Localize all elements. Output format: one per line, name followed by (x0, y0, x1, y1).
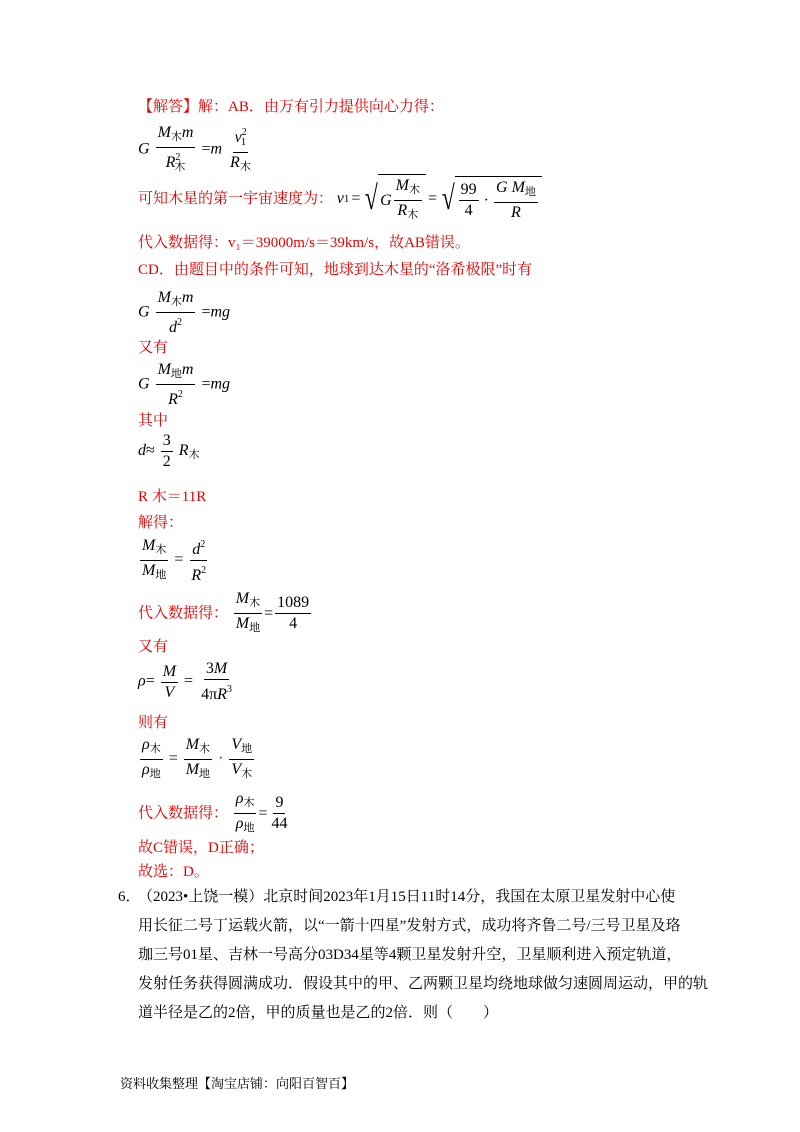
solution-header (138, 97, 444, 117)
first-cosmic-velocity-line: 可知木星的第一宇宙速度为： v 1 = √ G $\frac{M_木}{R_木}$ = √ $\frac{99}{4}$ · $\frac{G M_地}{R}$ (138, 174, 542, 224)
v1-result-text: 代入数据得：v₁＝39000m/s＝39km/s，故AB错误。 (138, 235, 470, 251)
intro-text: 解：AB．由万有引力提供向心力得： (198, 99, 444, 115)
question-line-3: 珈三号01星、吉林一号高分03D34星等4颗卫星发射升空，卫星顺利进入预定轨道， (138, 947, 682, 963)
answer-label: 【解答】 (138, 99, 199, 115)
formula-density-ratio: $\frac{\rho_木}{\rho_地}$ = $\frac{M_木}{M_地}$ · $\frac{V_地}{V_木}$ (142, 736, 253, 780)
question-6 (118, 883, 709, 1028)
then-text: 则有 (138, 715, 169, 731)
formula-roche-limit: G $\frac{M_木m}{d^2}$ =mg (138, 289, 231, 336)
question-line-1: 6．（2023•上饶一模）北京时间2023年1月15日11时14分，我国在太原卫星发射中心使 (118, 883, 678, 912)
final-choice-text: 故选：D。 (138, 864, 209, 880)
among-text: 其中 (138, 413, 169, 429)
density-ratio-value-line: 代入数据得： $\frac{\rho_木}{\rho_地}$ = $\frac{9}{44}$ (138, 790, 291, 837)
formula-distance: d≈ $\frac{3}{2}$ $R_木$ (138, 432, 200, 470)
cd-condition-text: CD．由题目中的条件可知，地球到达木星的“洛希极限”时有 (138, 262, 533, 278)
question-number: 6． (118, 889, 141, 905)
footer-source: 资料收集整理【淘宝店铺：向阳百智百】 (120, 1076, 355, 1091)
formula-density: ρ= $\frac{M}{V}$ = $\frac{3M}{4\pi R^3}$ (138, 660, 232, 703)
formula-mass-ratio-value: $\frac{M_木}{M_地}$ = $\frac{1089}{4}$ (235, 590, 310, 634)
formula-first-cosmic-velocity: v 1 = √ G $\frac{M_木}{R_木}$ = √ $\frac{99}{4}$ · $\frac{G M_地}{R}$ (337, 174, 542, 224)
formula-earth-gravity: G $\frac{M_地m}{R^2}$ =mg (138, 361, 231, 408)
also-have-text-2: 又有 (138, 639, 169, 655)
formula-density-ratio-value: $\frac{\rho_木}{\rho_地}$ = $\frac{9}{44}$ (235, 790, 288, 834)
question-line-5: 道半径是乙的2倍，甲的质量也是乙的2倍．则（ ） (138, 1005, 499, 1021)
jupiter-radius-text: R 木＝11R (138, 489, 207, 505)
formula-gravity-centripetal: G $\frac{M_木m}{R^2_木}$ =m $\frac{v^2_1}{R_木}$ (138, 124, 251, 173)
conclusion-cd-text: 故C错误，D正确； (138, 840, 264, 856)
formula-mass-ratio: $\frac{M_木}{M_地}$ = $\frac{d^2}{R^2}$ (142, 537, 207, 584)
solve-text: 解得： (138, 515, 184, 531)
also-have-text-1: 又有 (138, 340, 169, 356)
mass-ratio-value-line: 代入数据得： $\frac{M_木}{M_地}$ = $\frac{1089}{4}$ (138, 590, 313, 637)
question-line-4: 发射任务获得圆满成功．假设其中的甲、乙两颗卫星均绕地球做匀速圆周运动，甲的轨 (138, 976, 709, 992)
question-line-2: 用长征二号丁运载火箭，以“一箭十四星”发射方式，成功将齐鲁二号/三号卫星及珞 (138, 918, 681, 934)
